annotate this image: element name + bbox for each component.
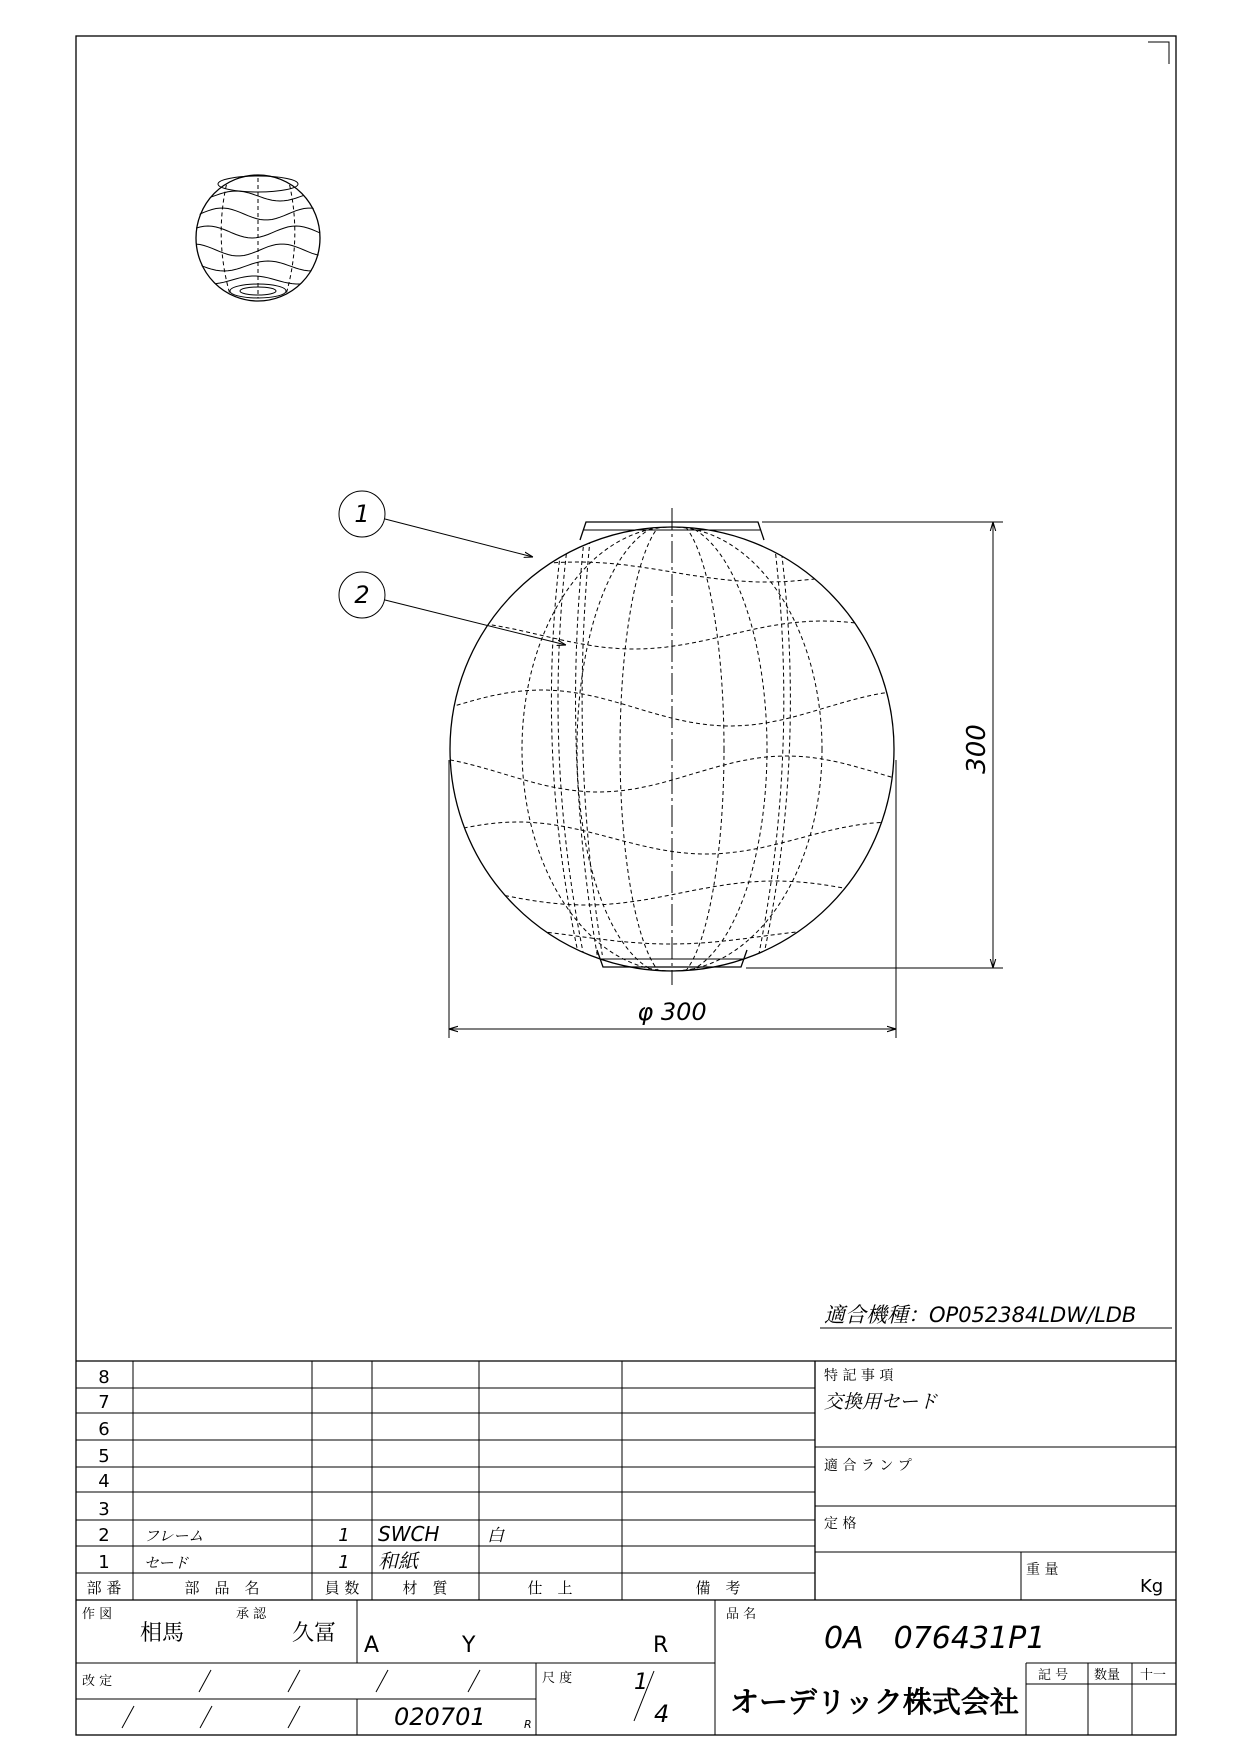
grade-y: Y (462, 1633, 476, 1658)
weight-unit: Kg (1140, 1576, 1164, 1597)
parts-row (98, 1446, 109, 1467)
parts-cell-material: SWCH (378, 1522, 440, 1546)
header-remarks: 備 考 (695, 1579, 741, 1597)
approved-by: 久冨 (292, 1621, 337, 1646)
parts-row (98, 1392, 109, 1413)
parts-row (98, 1522, 505, 1546)
drawn-by: 相馬 (140, 1621, 185, 1646)
parts-cell-no: 8 (98, 1367, 110, 1388)
applicable-model: 適合機種：OP052384LDW/LDB (824, 1303, 1137, 1327)
parts-cell-finish: 白 (487, 1526, 504, 1546)
height-dimension (746, 522, 1003, 968)
balloon-2-label: 2 (354, 581, 370, 609)
lamp-label: 適 合 ラ ン プ (824, 1458, 912, 1474)
scale-label: 尺 度 (542, 1671, 573, 1686)
company-name: オーデリック株式会社 (730, 1685, 1019, 1719)
header-part-no: 部 番 (86, 1579, 122, 1597)
parts-cell-qty: 1 (338, 1525, 350, 1546)
header-material: 材 質 (402, 1579, 448, 1597)
ten-one-label: 十一 (1140, 1668, 1167, 1683)
parts-cell-no: 3 (98, 1499, 110, 1520)
product-label: 品 名 (726, 1607, 757, 1622)
leader-1 (385, 519, 533, 557)
special-notes-label: 特 記 事 項 (824, 1368, 894, 1384)
parts-cell-no: 7 (98, 1392, 110, 1413)
header-finish: 仕 上 (527, 1579, 573, 1597)
leader-2 (385, 600, 566, 645)
weight-label: 重 量 (1026, 1562, 1059, 1578)
height-value: 300 (962, 724, 992, 774)
parts-row (98, 1499, 109, 1520)
parts-header (87, 1579, 741, 1597)
parts-list (98, 1367, 505, 1573)
corner-mark (1148, 42, 1169, 64)
product-code: 0A 076431P1 (824, 1621, 1046, 1656)
lantern-main-view (450, 508, 894, 985)
drawn-label: 作 図 (82, 1607, 113, 1622)
parts-cell-no: 2 (98, 1525, 110, 1546)
parts-cell-no: 4 (98, 1471, 110, 1492)
parts-cell-no: 6 (98, 1419, 110, 1440)
lantern-preview (196, 175, 320, 301)
header-qty: 員 数 (324, 1579, 360, 1597)
parts-cell-name: フレーム (144, 1527, 204, 1545)
grade-a: A (364, 1633, 380, 1658)
parts-cell-name: セード (144, 1554, 189, 1572)
grade-r: R (653, 1633, 669, 1658)
revision-label: 改 定 (82, 1674, 113, 1689)
parts-row (98, 1367, 109, 1388)
date-suffix: R (524, 1718, 532, 1731)
count-label: 数量 (1094, 1668, 1121, 1683)
parts-cell-no: 5 (98, 1446, 110, 1467)
special-notes-value: 交換用セード (824, 1391, 938, 1413)
parts-row (98, 1419, 109, 1440)
parts-cell-qty: 1 (338, 1552, 350, 1573)
symbol-label: 記 号 (1038, 1668, 1069, 1683)
scale-denominator: 4 (654, 1700, 670, 1728)
parts-row (98, 1471, 109, 1492)
balloon-1-label: 1 (354, 500, 370, 528)
parts-cell-no: 1 (98, 1552, 110, 1573)
header-part-name: 部 品 名 (184, 1579, 260, 1597)
title-block (76, 1361, 1176, 1735)
approved-label: 承 認 (236, 1607, 267, 1622)
scale-numerator: 1 (634, 1670, 648, 1695)
date-code: 020701 (394, 1703, 486, 1731)
rating-label: 定 格 (824, 1516, 857, 1532)
diameter-value: φ 300 (637, 998, 707, 1026)
sheet-border (76, 36, 1176, 1735)
parts-cell-material: 和紙 (378, 1549, 418, 1573)
